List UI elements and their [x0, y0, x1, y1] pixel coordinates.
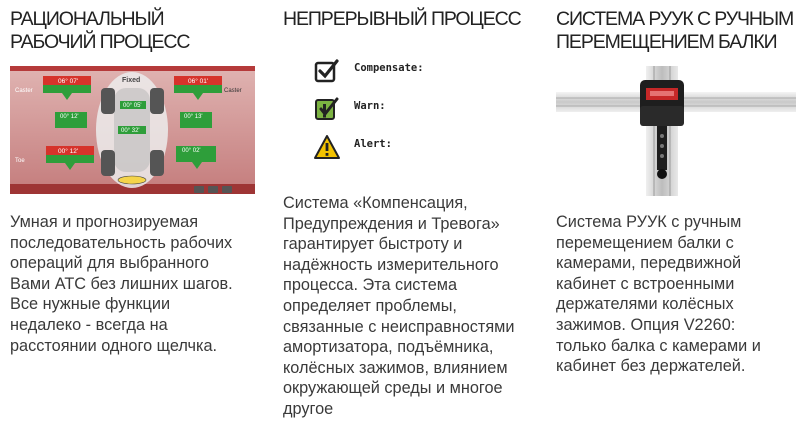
description-line: Система РУУК с ручным — [556, 213, 742, 231]
description-line: надёжность измерительного — [283, 255, 499, 274]
description-line: недалеко - всегда на — [10, 315, 168, 334]
screen-caster-label: Caster — [224, 88, 242, 94]
feature-title — [556, 8, 796, 54]
camera-beam-image — [556, 66, 796, 196]
description-line: расстоянии одного щелчка. — [10, 336, 218, 355]
screen-fixed-label: Fixed — [122, 77, 141, 84]
feature-title-line: НЕПРЕРЫВНЫЙ ПРОЦЕСС — [283, 8, 521, 30]
reading: 06° 07' — [58, 78, 79, 85]
description-line: амортизатора, подъёмника, — [283, 338, 494, 357]
description-line: Вами АТС без лишних шагов. — [10, 274, 233, 293]
feature-title — [10, 8, 260, 54]
description-line: связанные с неисправностями — [283, 317, 515, 336]
description-line: колёсных зажимов, влиянием — [283, 358, 508, 377]
description-line: только балка с камерами и — [556, 336, 761, 355]
status-label: Warn: — [354, 100, 386, 112]
alignment-screenshot-image — [10, 66, 255, 194]
reading: 00° 05' — [123, 103, 142, 109]
reading: 00° 32' — [121, 128, 140, 134]
screen-toe-label: Toe — [15, 158, 25, 164]
feature-title-line: ПЕРЕМЕЩЕНИЕМ БАЛКИ — [556, 31, 777, 53]
reading: 00° 12' — [60, 114, 79, 120]
description-line: другое — [283, 399, 334, 418]
feature-title-line: РАБОЧИЙ ПРОЦЕСС — [10, 31, 190, 53]
feature-description — [10, 212, 260, 356]
warning-triangle-icon — [313, 134, 341, 160]
feature-column-manual-beam — [556, 0, 796, 428]
status-icon-list — [313, 58, 513, 168]
description-line: окружающей среды и многое — [283, 379, 503, 398]
description-line: последовательность рабочих — [10, 233, 233, 252]
status-label: Alert: — [354, 138, 392, 150]
reading: 06° 01' — [188, 78, 209, 85]
feature-title-line: СИСТЕМА РУУК С РУЧНЫМ — [556, 8, 794, 30]
description-line: перемещением балки с — [556, 233, 734, 252]
status-label: Compensate: — [354, 62, 424, 74]
description-line: камерами, передвижной — [556, 254, 742, 273]
description-line: держателями колёсных — [556, 295, 734, 314]
reading: 00° 02' — [182, 148, 201, 154]
feature-column-workflow — [10, 0, 260, 428]
description-line: кабинет с встроенными — [556, 274, 735, 293]
description-line: гарантирует быстроту и — [283, 235, 463, 254]
description-line: Все нужные функции — [10, 295, 171, 314]
description-line: зажимов. Опция V2260: — [556, 315, 736, 334]
description-line: Предупреждения и Тревога» — [283, 214, 500, 233]
feature-description — [283, 193, 533, 420]
description-line: операций для выбранного — [10, 254, 209, 273]
feature-description — [556, 212, 796, 377]
feature-column-continuous-process — [283, 0, 533, 428]
reading: 00° 13' — [184, 114, 203, 120]
description-line: Система «Компенсация, — [283, 194, 468, 212]
description-line: Умная и прогнозируемая — [10, 213, 199, 231]
description-line: процесса. Эта система — [283, 276, 458, 295]
screen-caster-label: Caster — [15, 88, 33, 94]
reading: 00° 12' — [58, 148, 79, 155]
feature-title — [283, 8, 533, 31]
check-box-icon — [313, 58, 339, 84]
feature-title-line: РАЦИОНАЛЬНЫЙ — [10, 8, 164, 30]
check-box-green-icon — [313, 96, 339, 122]
description-line: определяет проблемы, — [283, 296, 457, 315]
description-line: кабинет без держателей. — [556, 357, 746, 376]
